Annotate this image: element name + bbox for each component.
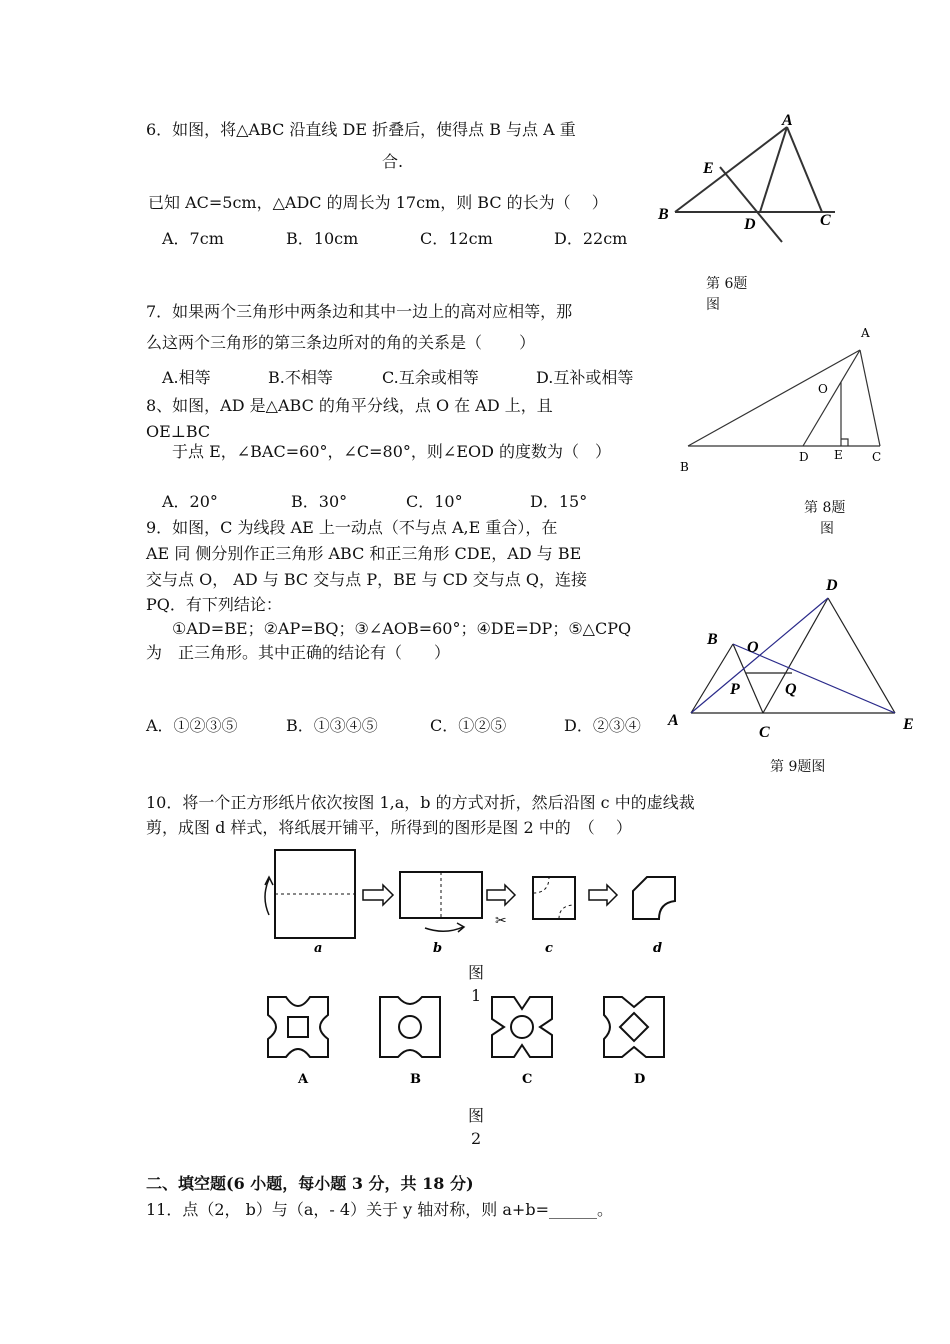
q9-line5: ①AD=BE；②AP=BQ；③∠AOB=60°；④DE=DP；⑤△CPQ	[172, 619, 632, 638]
q6-label-c: C	[820, 212, 831, 229]
q6-line1: 6．如图，将△ABC 沿直线 DE 折叠后，使得点 B 与点 A 重	[146, 120, 576, 139]
q10-fig2-label-c: C	[522, 1072, 533, 1087]
q6-label-a: A	[782, 112, 793, 129]
q10-fig1-label-a: a	[314, 941, 323, 956]
q7-line1: 7．如果两个三角形中两条边和其中一边上的高对应相等，那	[146, 302, 573, 321]
q10-fig1-label-d: d	[653, 941, 663, 956]
q6-caption-1: 第 6题	[706, 276, 748, 292]
q6-caption-2: 图	[706, 297, 720, 313]
q6-option-c: C．12cm	[420, 229, 493, 248]
q8-triangle-figure	[670, 320, 900, 480]
q9-label-a: A	[668, 712, 679, 729]
q10-fig2-label-d: D	[634, 1072, 646, 1087]
q8-label-e: E	[834, 448, 843, 462]
q9-option-d: D．②③④	[564, 716, 641, 735]
q7-line2: 么这两个三角形的第三条边所对的角的关系是（ ）	[146, 333, 536, 352]
q6-option-b: B．10cm	[286, 229, 359, 248]
q7-option-b: B.不相等	[268, 368, 333, 387]
q9-caption: 第 9题图	[770, 759, 826, 775]
q9-triangles-figure	[665, 570, 925, 745]
q9-line3: 交与点 O， AD 与 BC 交与点 P，BE 与 CD 交与点 Q，连接	[146, 570, 588, 589]
q7-option-d: D.互补或相等	[536, 368, 634, 387]
scissors-icon: ✂	[495, 913, 507, 929]
q8-option-d: D．15°	[530, 492, 588, 511]
q10-figure-1	[255, 845, 685, 960]
q6-option-a: A．7cm	[162, 229, 224, 248]
q8-line3: 于点 E，∠BAC=60°，∠C=80°，则∠EOD 的度数为（ ）	[172, 442, 612, 461]
q10-fig1-label-c: c	[545, 941, 553, 956]
q6-line3: 已知 AC=5cm，△ADC 的周长为 17cm，则 BC 的长为（ ）	[148, 193, 608, 212]
q10-fig1-label-b: b	[433, 941, 443, 956]
q9-label-e: E	[903, 716, 914, 733]
q10-fig1-caption-1: 图	[468, 963, 485, 982]
q6-option-d: D．22cm	[554, 229, 628, 248]
q10-line1: 10．将一个正方形纸片依次按图 1,a，b 的方式对折，然后沿图 c 中的虚线裁	[146, 793, 695, 812]
q9-label-o: O	[747, 639, 759, 656]
q10-fig2-caption-1: 图	[468, 1106, 485, 1125]
q8-label-d: D	[799, 450, 809, 464]
q10-fig2-label-a: A	[298, 1072, 309, 1087]
q8-caption-2: 图	[820, 521, 834, 537]
q9-label-b: B	[707, 631, 718, 648]
q9-label-q: Q	[785, 681, 797, 698]
q8-option-b: B．30°	[291, 492, 348, 511]
q9-line2: AE 同 侧分别作正三角形 ABC 和正三角形 CDE，AD 与 BE	[146, 544, 582, 563]
q9-label-p: P	[730, 681, 740, 698]
q8-label-a: A	[861, 326, 870, 340]
q7-option-a: A.相等	[162, 368, 211, 387]
q8-option-a: A．20°	[162, 492, 218, 511]
q6-label-b: B	[658, 206, 669, 223]
q9-option-b: B．①③④⑤	[286, 716, 378, 735]
q6-label-d: D	[744, 216, 756, 233]
q9-option-a: A．①②③⑤	[146, 716, 238, 735]
q8-label-o: O	[818, 382, 828, 396]
q8-label-b: B	[680, 460, 689, 474]
q8-option-c: C．10°	[406, 492, 463, 511]
q7-option-c: C.互余或相等	[382, 368, 479, 387]
q8-caption-1: 第 8题	[804, 500, 846, 516]
q10-fig2-label-b: B	[410, 1072, 421, 1087]
q9-label-d: D	[826, 577, 838, 594]
q8-line2: OE⊥BC	[146, 422, 211, 441]
q9-option-c: C．①②⑤	[430, 716, 507, 735]
q10-line2: 剪，成图 d 样式，将纸展开铺平，所得到的图形是图 2 中的 （ ）	[146, 818, 632, 837]
q9-line1: 9．如图，C 为线段 AE 上一动点（不与点 A,E 重合），在	[146, 518, 558, 537]
q10-fig2-caption-2: 2	[471, 1129, 482, 1148]
q6-triangle-figure	[650, 105, 850, 245]
q9-line4: PQ．有下列结论：	[146, 595, 282, 614]
q10-fig1-caption-2: 1	[471, 986, 482, 1005]
q9-label-c: C	[759, 724, 770, 741]
q10-figure-2	[260, 985, 680, 1090]
section2-heading: 二、填空题(6 小题，每小题 3 分，共 18 分)	[146, 1174, 474, 1193]
q11-text: 11．点（2， b）与（a，- 4）关于 y 轴对称，则 a+b=______。	[146, 1200, 613, 1219]
q8-line1: 8、如图，AD 是△ABC 的角平分线，点 O 在 AD 上，且	[146, 396, 553, 415]
q8-label-c: C	[872, 450, 882, 464]
q6-line2: 合.	[382, 152, 404, 171]
q9-line6: 为 正三角形。其中正确的结论有（ ）	[146, 643, 451, 662]
q6-label-e: E	[703, 160, 714, 177]
